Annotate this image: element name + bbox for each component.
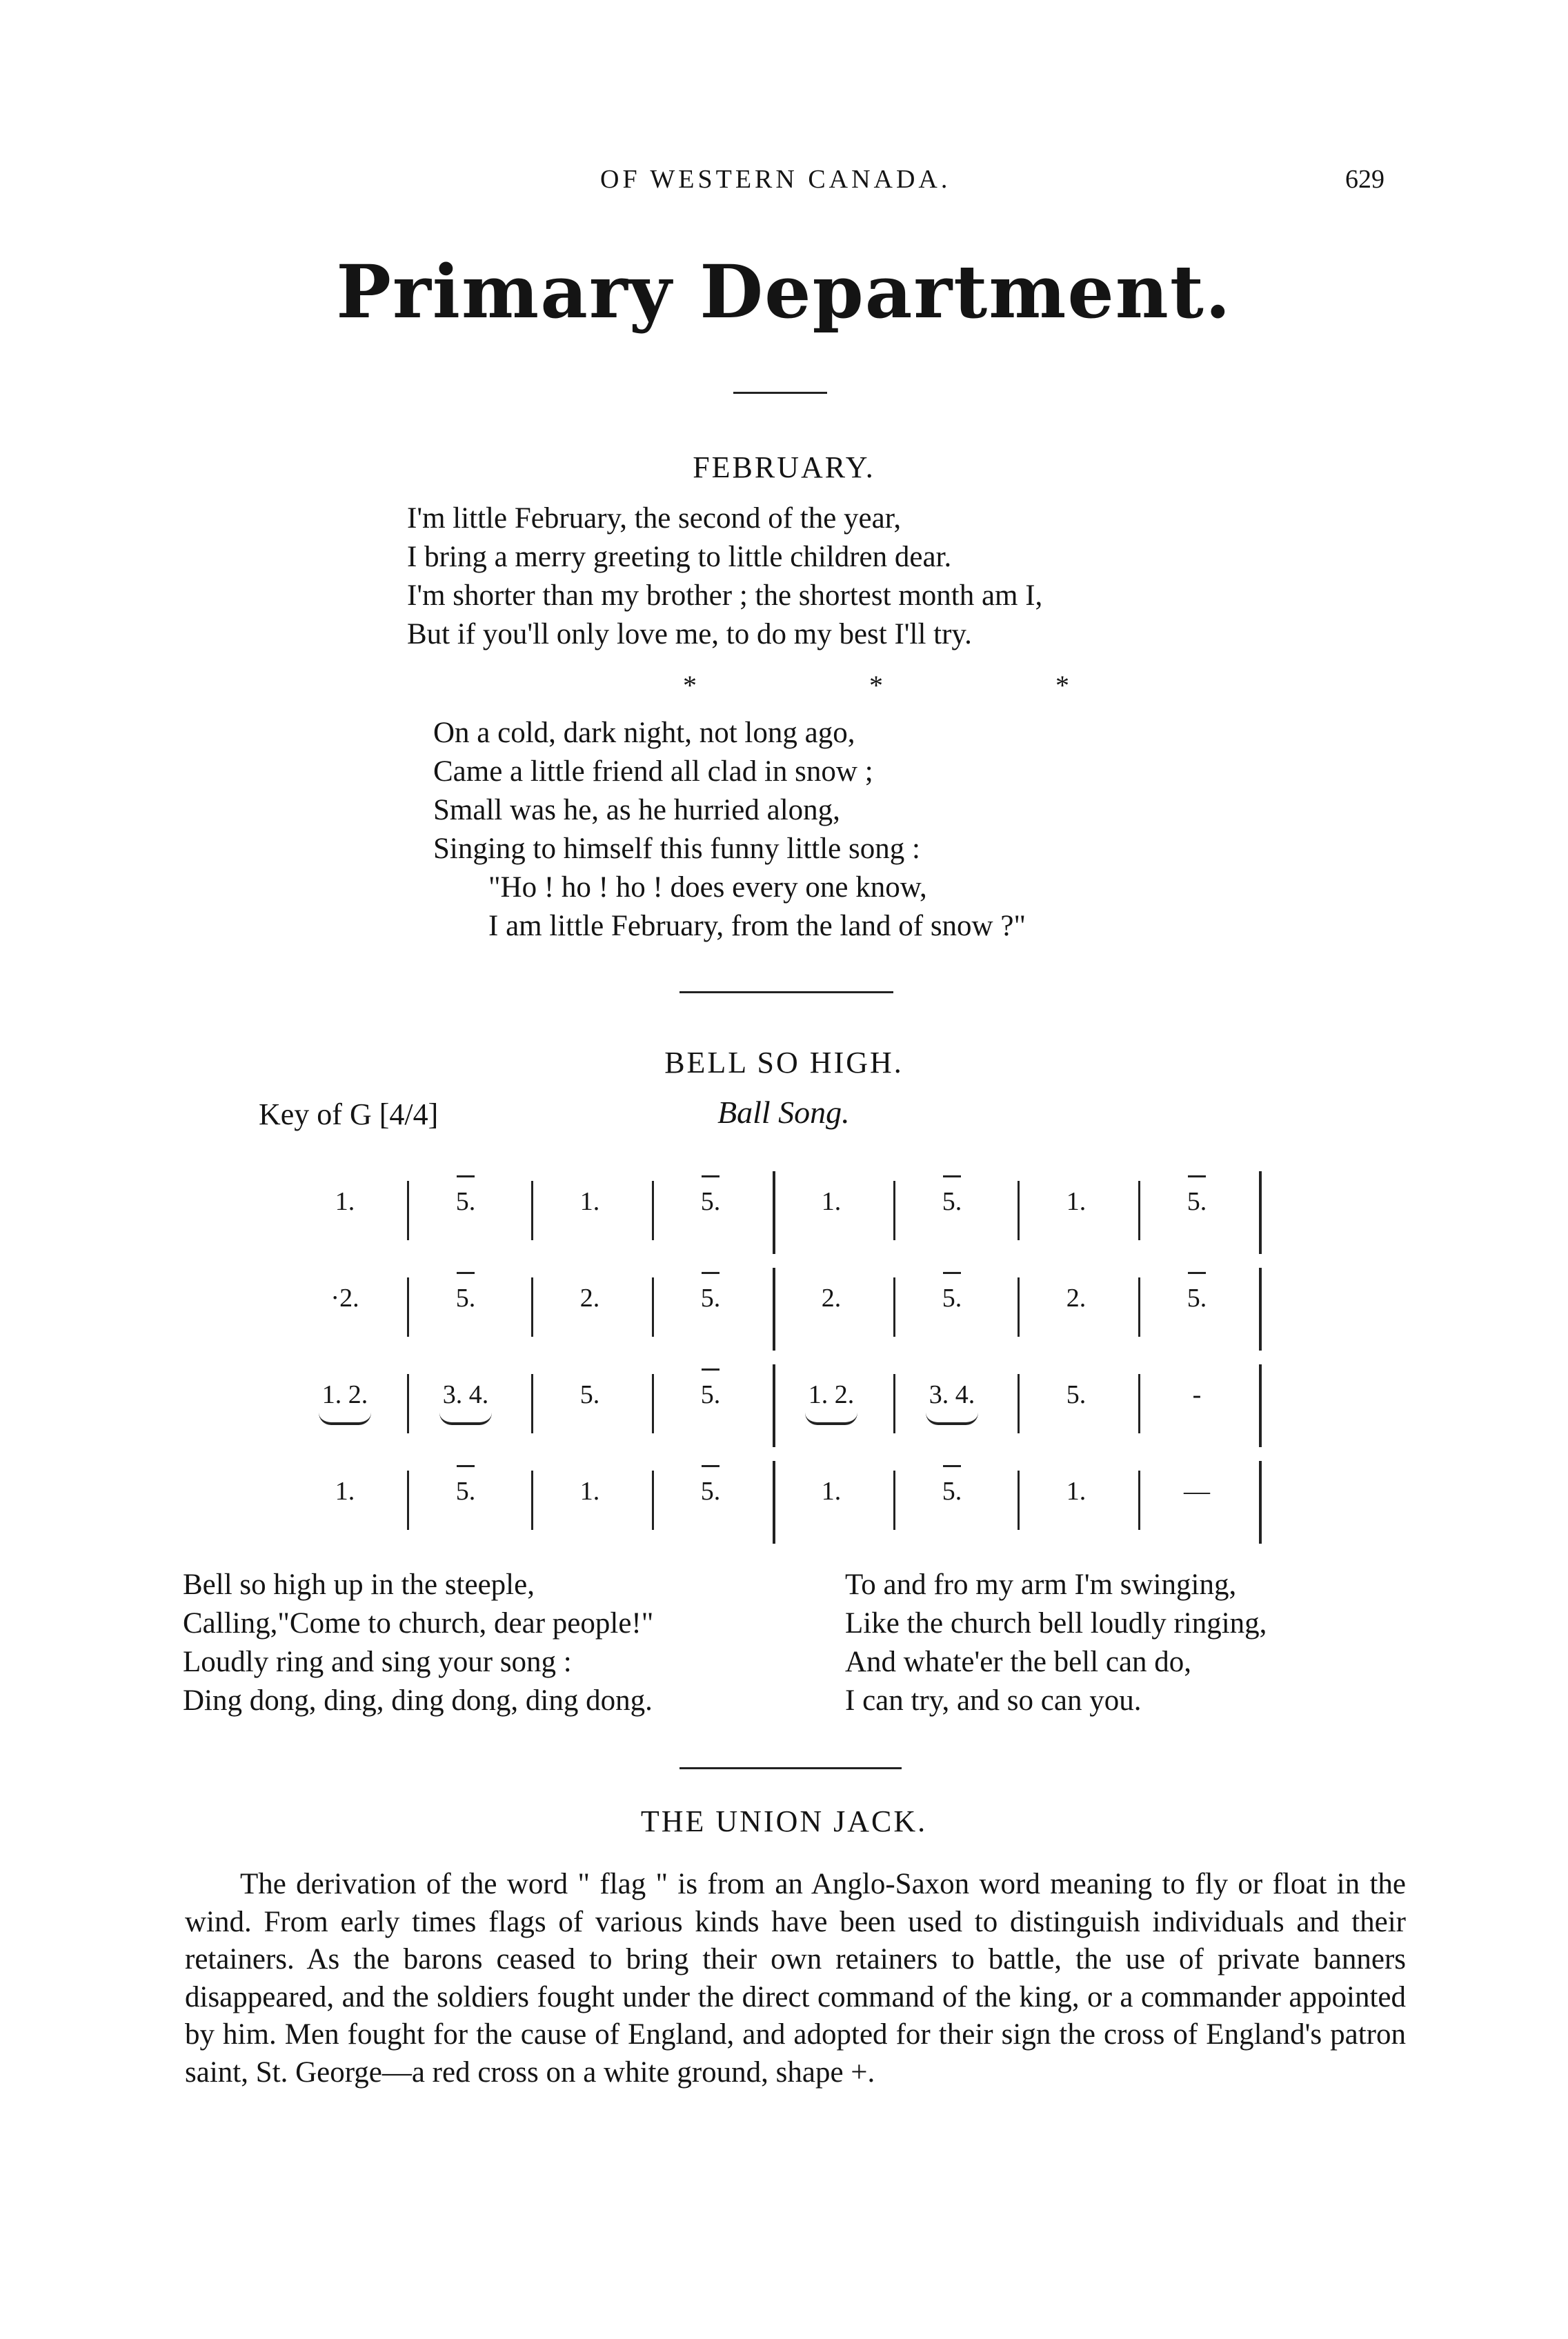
bar-line (407, 1277, 409, 1337)
song-verse-left (183, 1566, 653, 1720)
bar-line (652, 1277, 654, 1337)
notation-row-3 (304, 1359, 1276, 1455)
verse-line: Ding dong, ding, ding dong, ding dong. (183, 1684, 653, 1717)
notation-row-1 (304, 1166, 1276, 1262)
divider (679, 991, 893, 993)
poem-line: Small was he, as he hurried along, (433, 794, 840, 826)
octave-mark (943, 1272, 961, 1274)
bar-line (531, 1471, 533, 1530)
bar-line (773, 1171, 775, 1254)
bar-line (1259, 1461, 1262, 1544)
verse-line: And whate'er the bell can do, (845, 1646, 1192, 1678)
note: 1. 2. (321, 1380, 368, 1409)
note: ·2. (330, 1284, 359, 1313)
verse-line: Calling,"Come to church, dear people!" (183, 1607, 654, 1640)
verse-line: Loudly ring and sing your song : (183, 1646, 572, 1678)
slur-mark (439, 1413, 492, 1425)
octave-mark (1188, 1272, 1206, 1274)
bar-line (1138, 1277, 1140, 1337)
february-stanza-1 (407, 499, 1042, 654)
poem-line: On a cold, dark night, not long ago, (433, 717, 855, 749)
page-number: 629 (1345, 165, 1385, 194)
note: - (1192, 1380, 1202, 1409)
bar-line (1138, 1181, 1140, 1240)
bar-line (652, 1181, 654, 1240)
note: 5. (942, 1477, 962, 1506)
note: 2. (821, 1284, 842, 1313)
note: 1. (579, 1477, 600, 1506)
octave-mark (702, 1368, 720, 1371)
bar-line (1138, 1471, 1140, 1530)
bell-song-heading: BELL SO HIGH. (664, 1046, 904, 1079)
bar-line (407, 1374, 409, 1433)
bar-line (407, 1471, 409, 1530)
note: 2. (579, 1284, 600, 1313)
note: 5. (1066, 1380, 1086, 1409)
note: 1. (1066, 1187, 1086, 1216)
note: 3. 4. (929, 1380, 975, 1409)
slur-mark (319, 1413, 371, 1425)
bar-line (1018, 1277, 1020, 1337)
note: 2. (1066, 1284, 1086, 1313)
note: 5. (455, 1187, 476, 1216)
bar-line (893, 1471, 895, 1530)
octave-mark (457, 1175, 475, 1177)
poem-line: I am little February, from the land of snow ?" (488, 910, 1026, 942)
bar-line (652, 1471, 654, 1530)
song-verse-right (845, 1566, 1267, 1720)
bar-line (652, 1374, 654, 1433)
bar-line (531, 1374, 533, 1433)
poem-line: But if you'll only love me, to do my best I'll try. (407, 618, 972, 650)
octave-mark (457, 1272, 475, 1274)
slur-mark (805, 1413, 857, 1425)
divider (733, 392, 827, 394)
bar-line (893, 1374, 895, 1433)
bar-line (773, 1461, 775, 1544)
note: 1. (335, 1477, 355, 1506)
department-title: Primary Department. (336, 248, 1232, 335)
poem-line: I'm shorter than my brother ; the shortest month am I, (407, 579, 1043, 612)
bar-line (1018, 1181, 1020, 1240)
note: 1. (1066, 1477, 1086, 1506)
bar-line (893, 1277, 895, 1337)
octave-mark (943, 1465, 961, 1467)
key-signature: Key of G [4/4] (259, 1097, 439, 1131)
bar-line (531, 1277, 533, 1337)
note: 5. (700, 1380, 721, 1409)
note: 1. (821, 1477, 842, 1506)
note: 1. 2. (808, 1380, 855, 1409)
note: 5. (1187, 1284, 1207, 1313)
note: 5. (455, 1284, 476, 1313)
octave-mark (943, 1175, 961, 1177)
note: 1. (821, 1187, 842, 1216)
bar-line (1138, 1374, 1140, 1433)
verse-line: Like the church bell loudly ringing, (845, 1607, 1267, 1640)
note: 5. (1187, 1187, 1207, 1216)
bar-line (1259, 1171, 1262, 1254)
february-heading: FEBRUARY. (693, 450, 875, 484)
octave-mark (702, 1175, 720, 1177)
bar-line (531, 1181, 533, 1240)
verse-line: To and fro my arm I'm swinging, (845, 1569, 1237, 1601)
octave-mark (702, 1465, 720, 1467)
notation-row-4 (304, 1455, 1276, 1552)
octave-mark (1188, 1175, 1206, 1177)
sol-fa-notation (304, 1166, 1276, 1552)
bar-line (773, 1268, 775, 1351)
running-head-title: OF WESTERN CANADA. (600, 165, 951, 194)
note: — (1184, 1477, 1210, 1506)
bar-line (1259, 1268, 1262, 1351)
note: 5. (455, 1477, 476, 1506)
union-jack-paragraph: The derivation of the word " flag " is from an Anglo-Saxon word meaning to fly or float in the wind. From early times flags of various kinds have been used to distinguish individuals and their retainers. As the barons ceased to bring their own retainers to battle, the use of private banners disappeared, and the soldiers fought under the direct command of the king, or a commander appointed by him. Men fought for the cause of England, and adopted for their sign the cross of England's patron saint, St. George—a red cross on a white ground, shape +. (185, 1868, 1406, 2089)
note: 5. (942, 1187, 962, 1216)
bar-line (893, 1181, 895, 1240)
stanza-separator: * * * (683, 670, 1152, 701)
note: 1. (335, 1187, 355, 1216)
note: 5. (700, 1284, 721, 1313)
octave-mark (702, 1272, 720, 1274)
note: 5. (700, 1187, 721, 1216)
poem-line: "Ho ! ho ! ho ! does every one know, (488, 871, 927, 904)
note: 5. (700, 1477, 721, 1506)
running-head (0, 164, 1568, 206)
note: 1. (579, 1187, 600, 1216)
slur-mark (926, 1413, 978, 1425)
february-stanza-2 (433, 714, 1026, 946)
notation-row-2 (304, 1262, 1276, 1359)
song-subtitle: Ball Song. (717, 1095, 850, 1130)
bar-line (1259, 1364, 1262, 1447)
poem-line: I'm little February, the second of the year, (407, 502, 902, 535)
verse-line: Bell so high up in the steeple, (183, 1569, 535, 1601)
poem-line: Came a little friend all clad in snow ; (433, 755, 873, 788)
union-jack-heading: THE UNION JACK. (640, 1804, 928, 1838)
bar-line (1018, 1471, 1020, 1530)
bar-line (407, 1181, 409, 1240)
bar-line (773, 1364, 775, 1447)
divider (679, 1767, 902, 1769)
poem-line: I bring a merry greeting to little children dear. (407, 541, 952, 573)
note: 5. (579, 1380, 600, 1409)
bar-line (1018, 1374, 1020, 1433)
poem-line: Singing to himself this funny little song : (433, 833, 920, 865)
verse-line: I can try, and so can you. (845, 1684, 1142, 1717)
octave-mark (457, 1465, 475, 1467)
note: 3. 4. (442, 1380, 489, 1409)
note: 5. (942, 1284, 962, 1313)
